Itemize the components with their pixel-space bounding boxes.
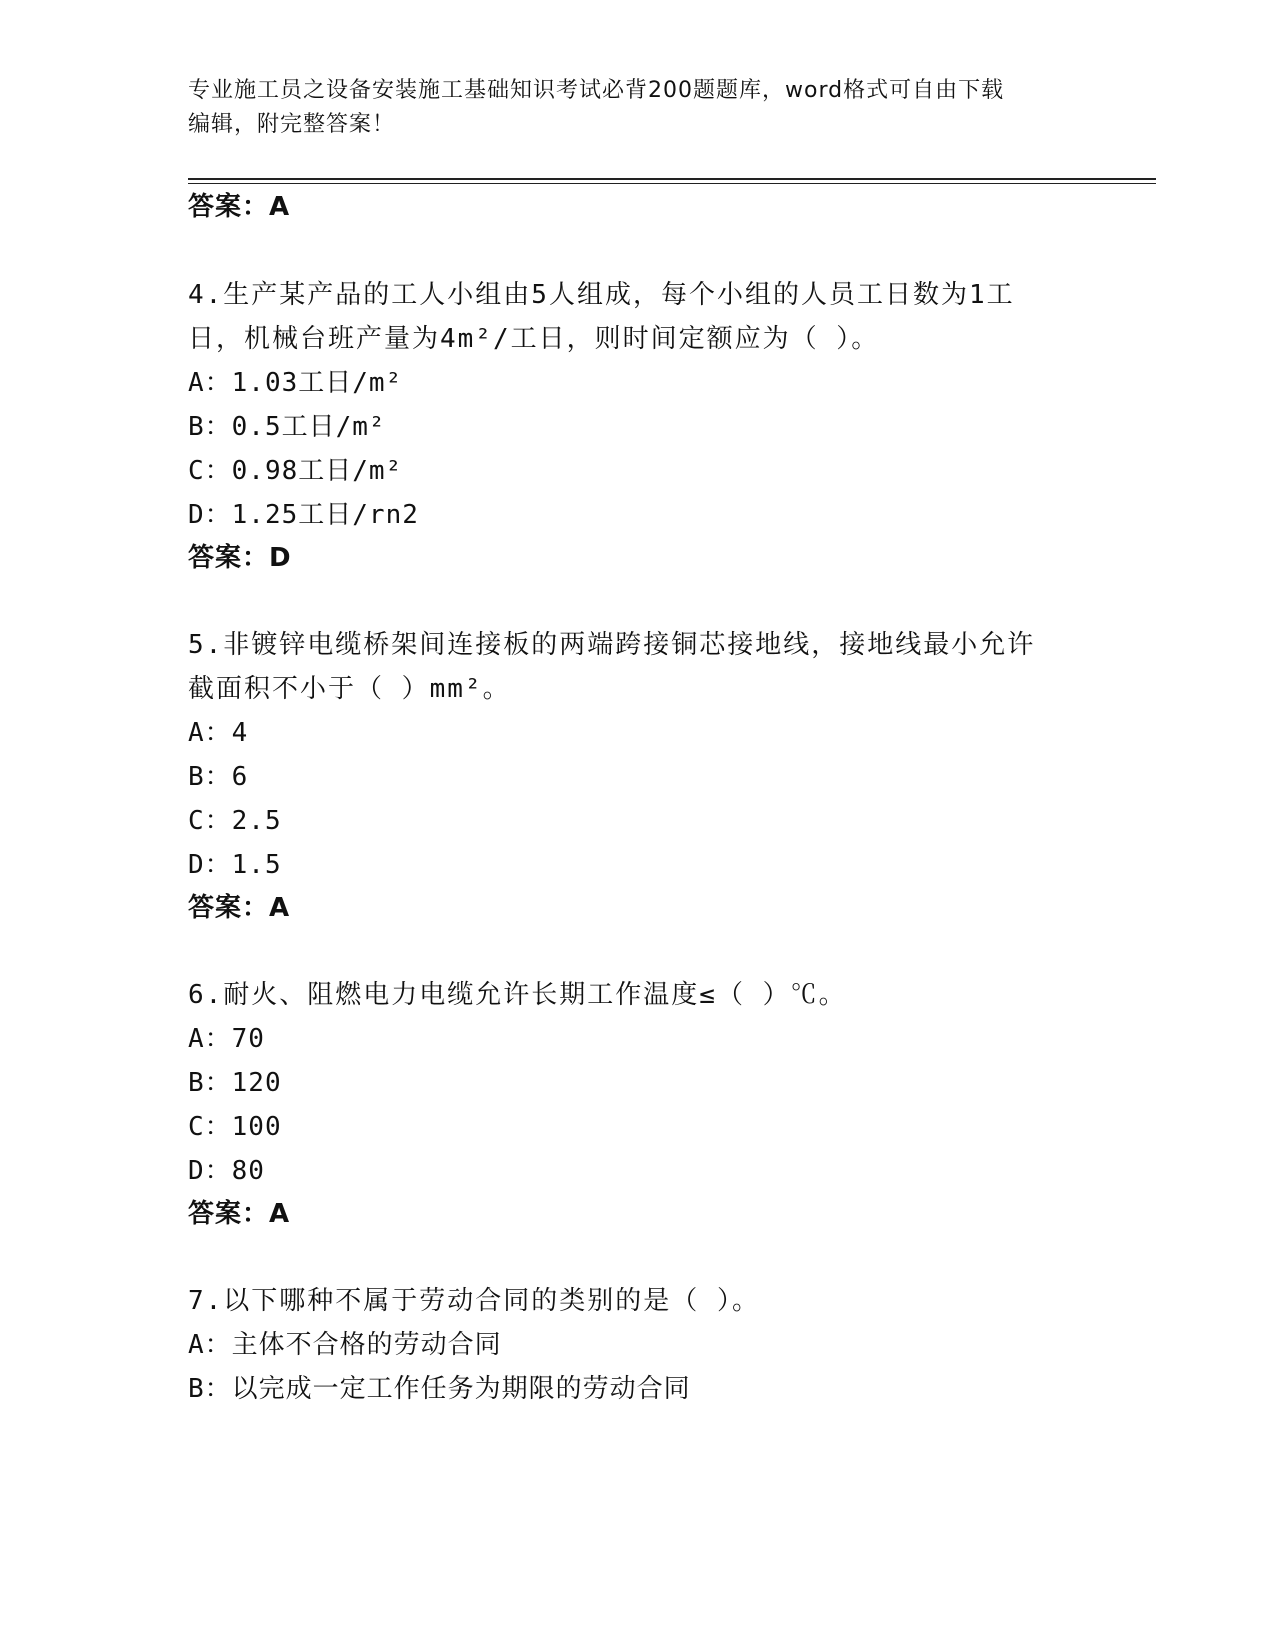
answer-q6: 答案：A (188, 1199, 291, 1229)
question-5-option-d: D：1.5 (188, 850, 282, 880)
answer-q4: 答案：D (188, 543, 292, 573)
question-6-option-b: B：120 (188, 1068, 282, 1098)
question-6-option-d: D：80 (188, 1156, 265, 1186)
question-4-stem-line-1: 4.生产某产品的工人小组由5人组成，每个小组的人员工日数为1工 (188, 280, 1015, 310)
question-4-option-b: B：0.5工日/m² (188, 412, 386, 442)
question-5-option-c: C：2.5 (188, 806, 282, 836)
question-4-option-c: C：0.98工日/m² (188, 456, 403, 486)
header-divider-thin (188, 183, 1156, 184)
question-6-option-c: C：100 (188, 1112, 282, 1142)
question-4-option-a: A：1.03工日/m² (188, 368, 403, 398)
question-5-stem-line-2: 截面积不小于（ ）mm²。 (188, 674, 511, 704)
answer-q5: 答案：A (188, 893, 291, 923)
question-6-stem-line-1: 6.耐火、阻燃电力电缆允许长期工作温度≤（ ）℃。 (188, 980, 847, 1010)
header-line-2: 编辑，附完整答案！ (188, 112, 396, 137)
question-5-stem-line-1: 5.非镀锌电缆桥架间连接板的两端跨接铜芯接地线，接地线最小允许 (188, 630, 1036, 660)
question-5-option-b: B：6 (188, 762, 249, 792)
question-7-stem-line-1: 7.以下哪种不属于劳动合同的类别的是（ ）。 (188, 1286, 760, 1316)
question-6-option-a: A：70 (188, 1024, 265, 1054)
answer-q3: 答案：A (188, 192, 291, 222)
question-4-stem-line-2: 日，机械台班产量为4m²/工日，则时间定额应为（ ）。 (188, 324, 880, 354)
page-header (188, 74, 1088, 142)
question-5-option-a: A：4 (188, 718, 249, 748)
question-4-option-d: D：1.25工日/rn2 (188, 500, 419, 530)
question-7-option-b: B：以完成一定工作任务为期限的劳动合同 (188, 1374, 691, 1404)
question-7-option-a: A：主体不合格的劳动合同 (188, 1330, 502, 1360)
header-line-1: 专业施工员之设备安装施工基础知识考试必背200题题库，word格式可自由下载 (188, 78, 1005, 103)
header-divider-thick (188, 178, 1156, 180)
